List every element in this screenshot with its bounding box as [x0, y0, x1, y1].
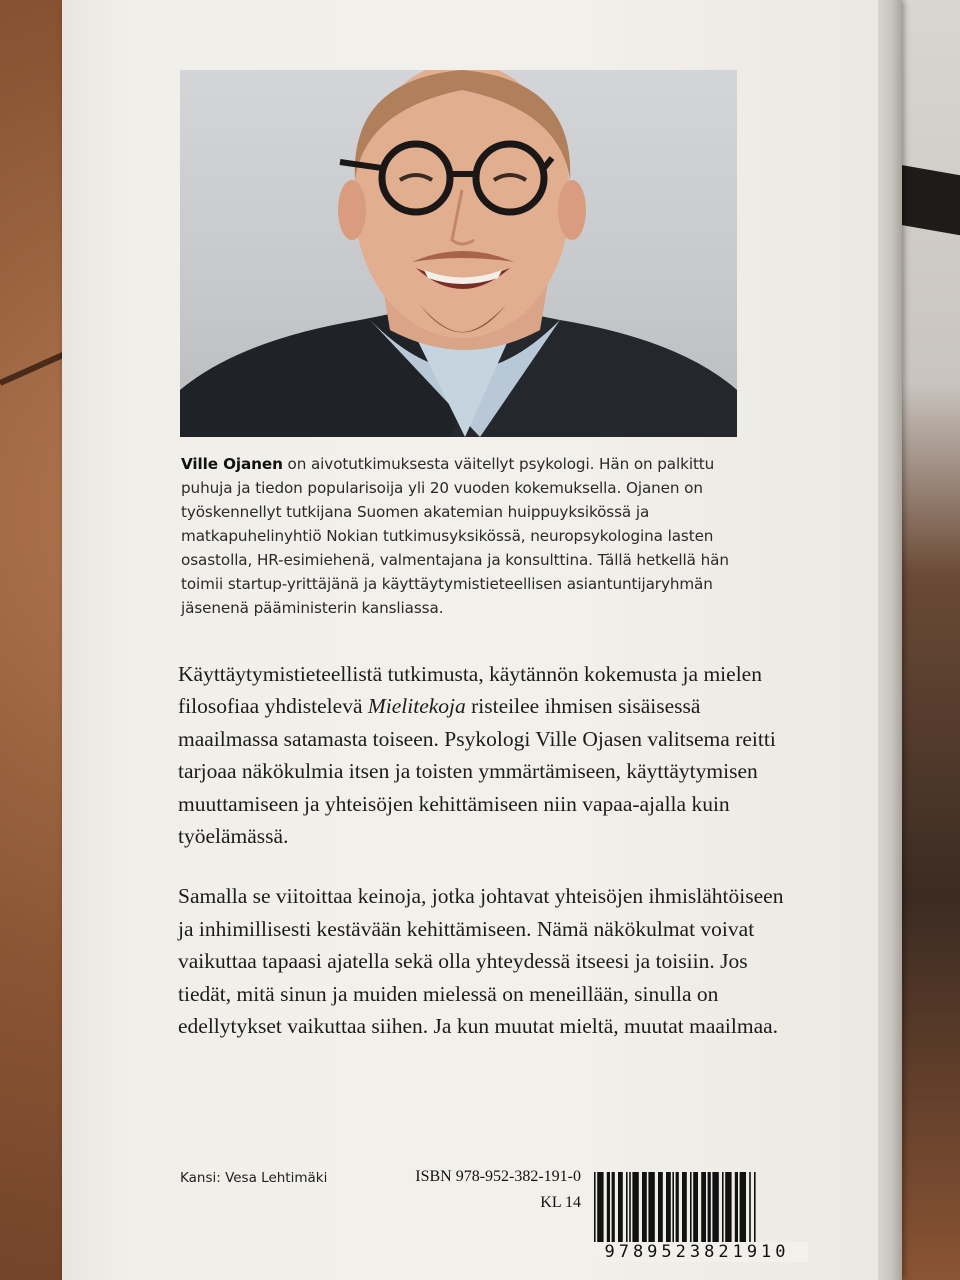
barcode-bar	[612, 1172, 615, 1244]
barcode-bar	[749, 1172, 751, 1244]
book-edge	[878, 0, 902, 1280]
barcode-bar	[629, 1172, 631, 1244]
barcode-digits: 9789523821910	[586, 1242, 808, 1262]
barcode-bar	[676, 1172, 679, 1244]
barcode-bar	[626, 1172, 628, 1244]
barcode-bar	[597, 1172, 603, 1244]
barcode-bar	[642, 1172, 647, 1244]
book-blurb	[178, 658, 788, 1070]
barcode-bar	[632, 1172, 638, 1244]
cover-credit: Kansi: Vesa Lehtimäki	[180, 1170, 328, 1186]
barcode-bar	[648, 1172, 654, 1244]
classification-code: KL 14	[540, 1194, 581, 1211]
barcode-bar	[754, 1172, 756, 1244]
barcode-bar	[666, 1172, 671, 1244]
dark-object	[900, 165, 960, 236]
barcode	[586, 1172, 808, 1280]
author-portrait	[180, 70, 737, 437]
book-title: Mielitekoja	[367, 694, 466, 719]
barcode-bar	[701, 1172, 706, 1244]
author-name: Ville Ojanen	[181, 455, 283, 473]
barcode-bar	[618, 1172, 623, 1244]
barcode-bar	[607, 1172, 610, 1244]
barcode-bar	[712, 1172, 718, 1244]
barcode-bar	[735, 1172, 738, 1244]
author-bio-text: on aivotutkimuksesta väitellyt psykologi. Hän on palkittu puhuja ja tiedon popularisoija yli 20 vuoden kokemuksella. Ojanen on työskennellyt tutkijana Suomen akatemian huippuyksikössä ja matkapuhelinyhtiö Nokian tutkimusyksikössä, neuropsykologina lasten osastolla, HR-esimiehenä, valmentajana ja konsulttina. Tällä hetkellä hän toimii startup-yrittäjänä ja käyttäytymistieteellisen asiantuntijaryhmän jäsenenä pääministerin kansliassa.	[181, 455, 729, 617]
author-bio	[181, 452, 753, 620]
blurb-paragraph-2: Samalla se viitoittaa keinoja, jotka johtavat yhteisöjen ihmislähtöiseen ja inhimillisesti kestävään kehittämiseen. Nämä näkökulmat voivat vaikuttaa tapaasi ajatella sekä olla yhteydessä itseesi ja toisiin. Jos tiedät, mitä sinun ja muiden mielessä on meneillään, sinulla on edellytykset vaikuttaa siihen. Ja kun muutat mieltä, muutat maailmaa.	[178, 884, 784, 1039]
portrait-illustration	[180, 70, 737, 437]
blurb-paragraph-1	[178, 658, 788, 852]
barcode-bar	[658, 1172, 663, 1244]
barcode-bar	[672, 1172, 674, 1244]
barcode-bar	[740, 1172, 746, 1244]
barcode-bar	[682, 1172, 687, 1244]
barcode-bar	[722, 1172, 724, 1244]
blurb-p1-start: Käyttäytymistieteellistä tutkimusta, käytännön kokemusta ja mielen filosofiaa yhdistelevä	[178, 662, 762, 719]
barcode-bar	[708, 1172, 711, 1244]
isbn: ISBN 978-952-382-191-0	[415, 1168, 581, 1185]
barcode-bar	[594, 1172, 596, 1244]
barcode-bar	[690, 1172, 692, 1244]
barcode-bar	[725, 1172, 731, 1244]
barcode-bars	[586, 1172, 808, 1280]
blurb-p1-end: risteilee ihmisen sisäisessä maailmassa satamasta toiseen. Psykologi Ville Ojasen valitsema reitti tarjoaa näkökulmia itsen ja toisten ymmärtämiseen, käyttäytymisen muuttamiseen ja yhteisöjen kehittämiseen niin vapaa-ajalla kuin työelämässä.	[178, 694, 776, 849]
barcode-bar	[693, 1172, 698, 1244]
